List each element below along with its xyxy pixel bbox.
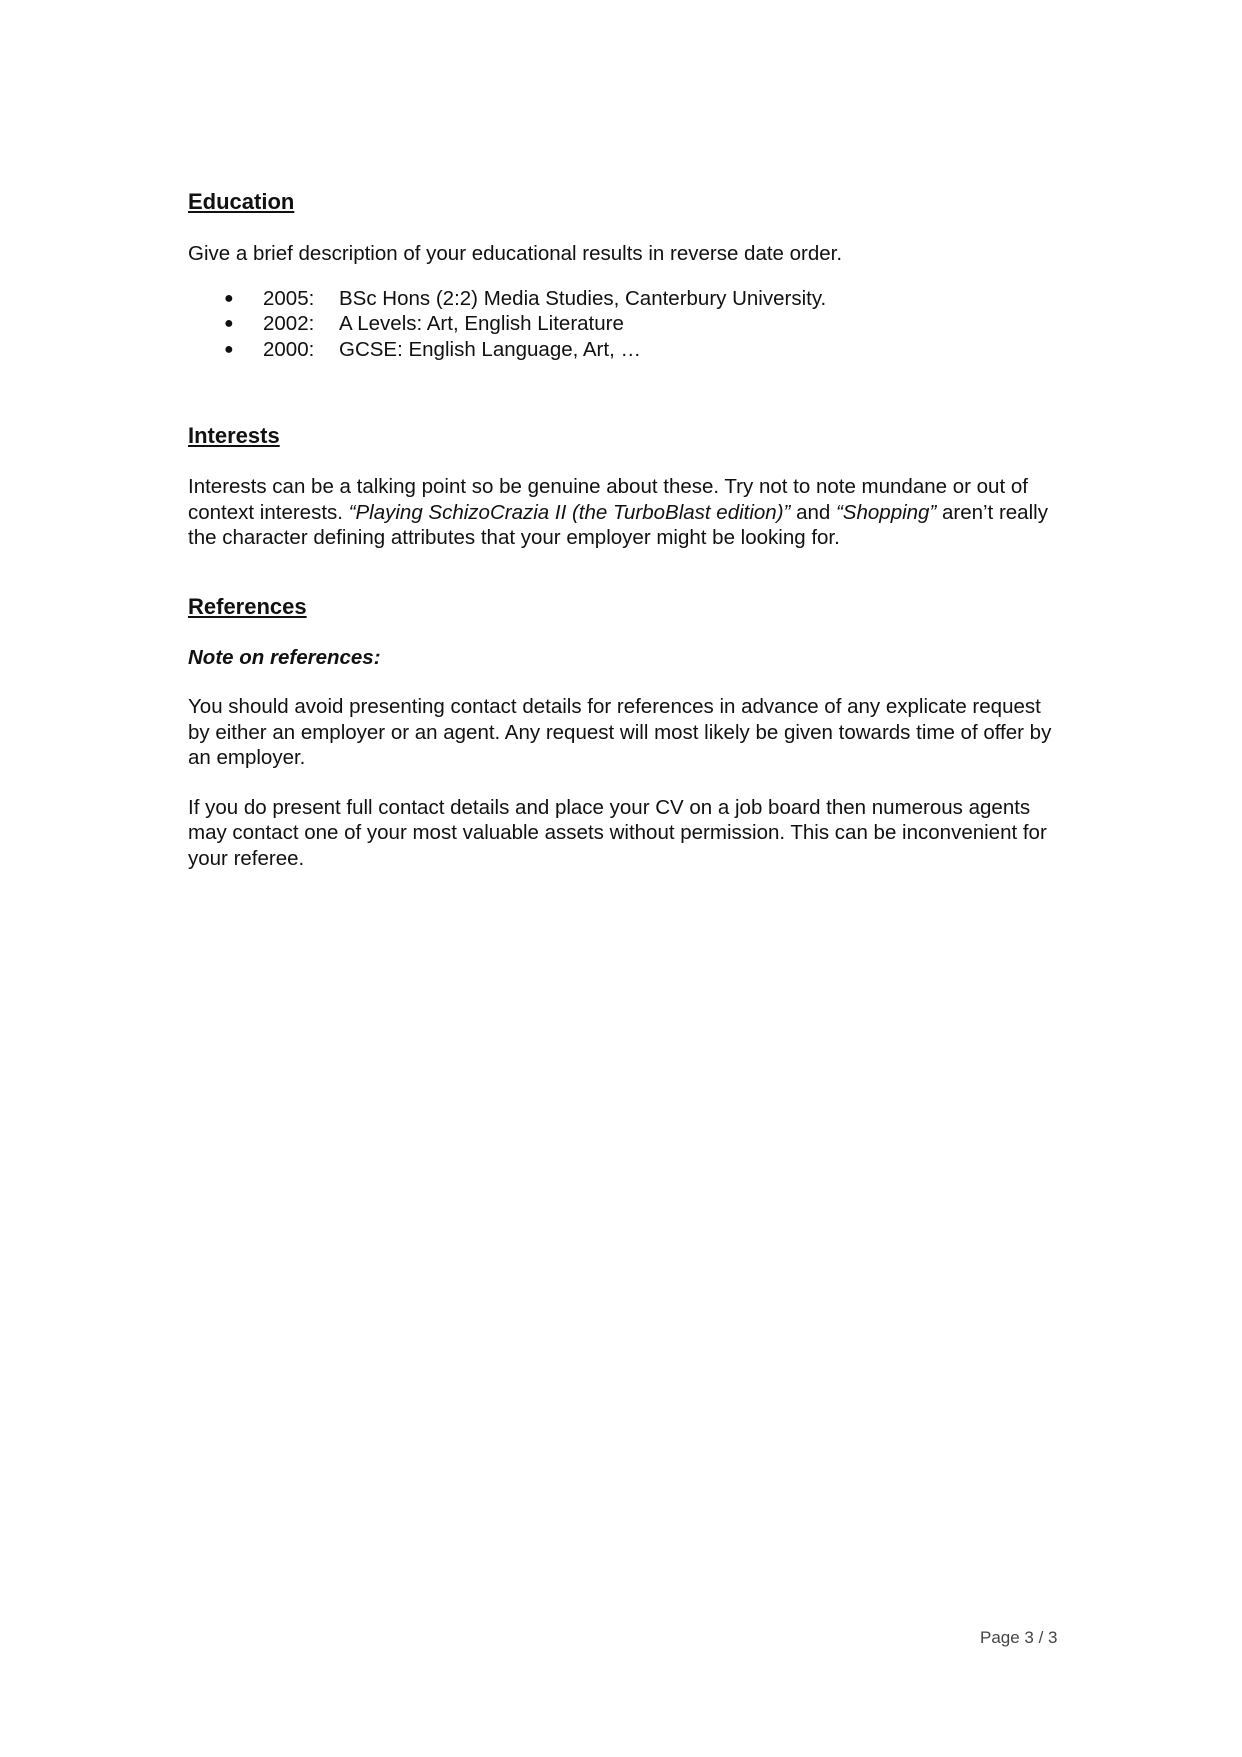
education-list	[188, 286, 1068, 363]
interests-quote-2: “Shopping”	[835, 500, 937, 524]
education-year: 2002:	[263, 312, 315, 335]
bullet-icon: ●	[224, 315, 234, 332]
list-item	[188, 311, 1068, 337]
education-heading: Education	[188, 189, 295, 214]
bullet-icon: ●	[224, 340, 234, 358]
list-item	[188, 286, 1068, 312]
bullet-icon: ●	[224, 289, 234, 307]
interests-heading: Interests	[188, 423, 280, 448]
education-item-text: GCSE: English Language, Art, …	[339, 337, 641, 361]
education-item-text: A Levels: Art, English Literature	[339, 312, 624, 335]
interests-text-part2: and	[790, 500, 836, 524]
interests-text-part1: Interests can be a talking point so be genuine about these. Try not to note mundane or out of context interests.	[188, 475, 1028, 524]
references-paragraph-1: You should avoid presenting contact details for references in advance of any explicate request by either an employer or an agent. Any request will most likely be given towards time of offer by an employer.	[188, 695, 1052, 769]
references-paragraph-2: If you do present full contact details and place your CV on a job board then numerous agents may contact one of your most valuable assets without permission. This can be inconvenient for your referee.	[188, 795, 1047, 870]
education-year: 2005:	[263, 286, 315, 310]
education-year: 2000:	[263, 337, 315, 361]
list-item	[188, 337, 1068, 363]
page-number: Page 3 / 3	[980, 1628, 1058, 1647]
interests-paragraph	[188, 474, 1068, 551]
education-intro: Give a brief description of your educational results in reverse date order.	[188, 242, 843, 265]
education-item-text: BSc Hons (2:2) Media Studies, Canterbury University.	[339, 286, 827, 310]
interests-quote-1: “Playing SchizoCrazia II (the TurboBlast edition)”	[348, 500, 791, 524]
page-content	[188, 188, 1068, 871]
interests-text-part3: aren’t really the character defining attributes that your employer might be looking for.	[188, 500, 1048, 549]
references-note-heading: Note on references:	[188, 645, 381, 669]
references-heading: References	[188, 593, 307, 619]
